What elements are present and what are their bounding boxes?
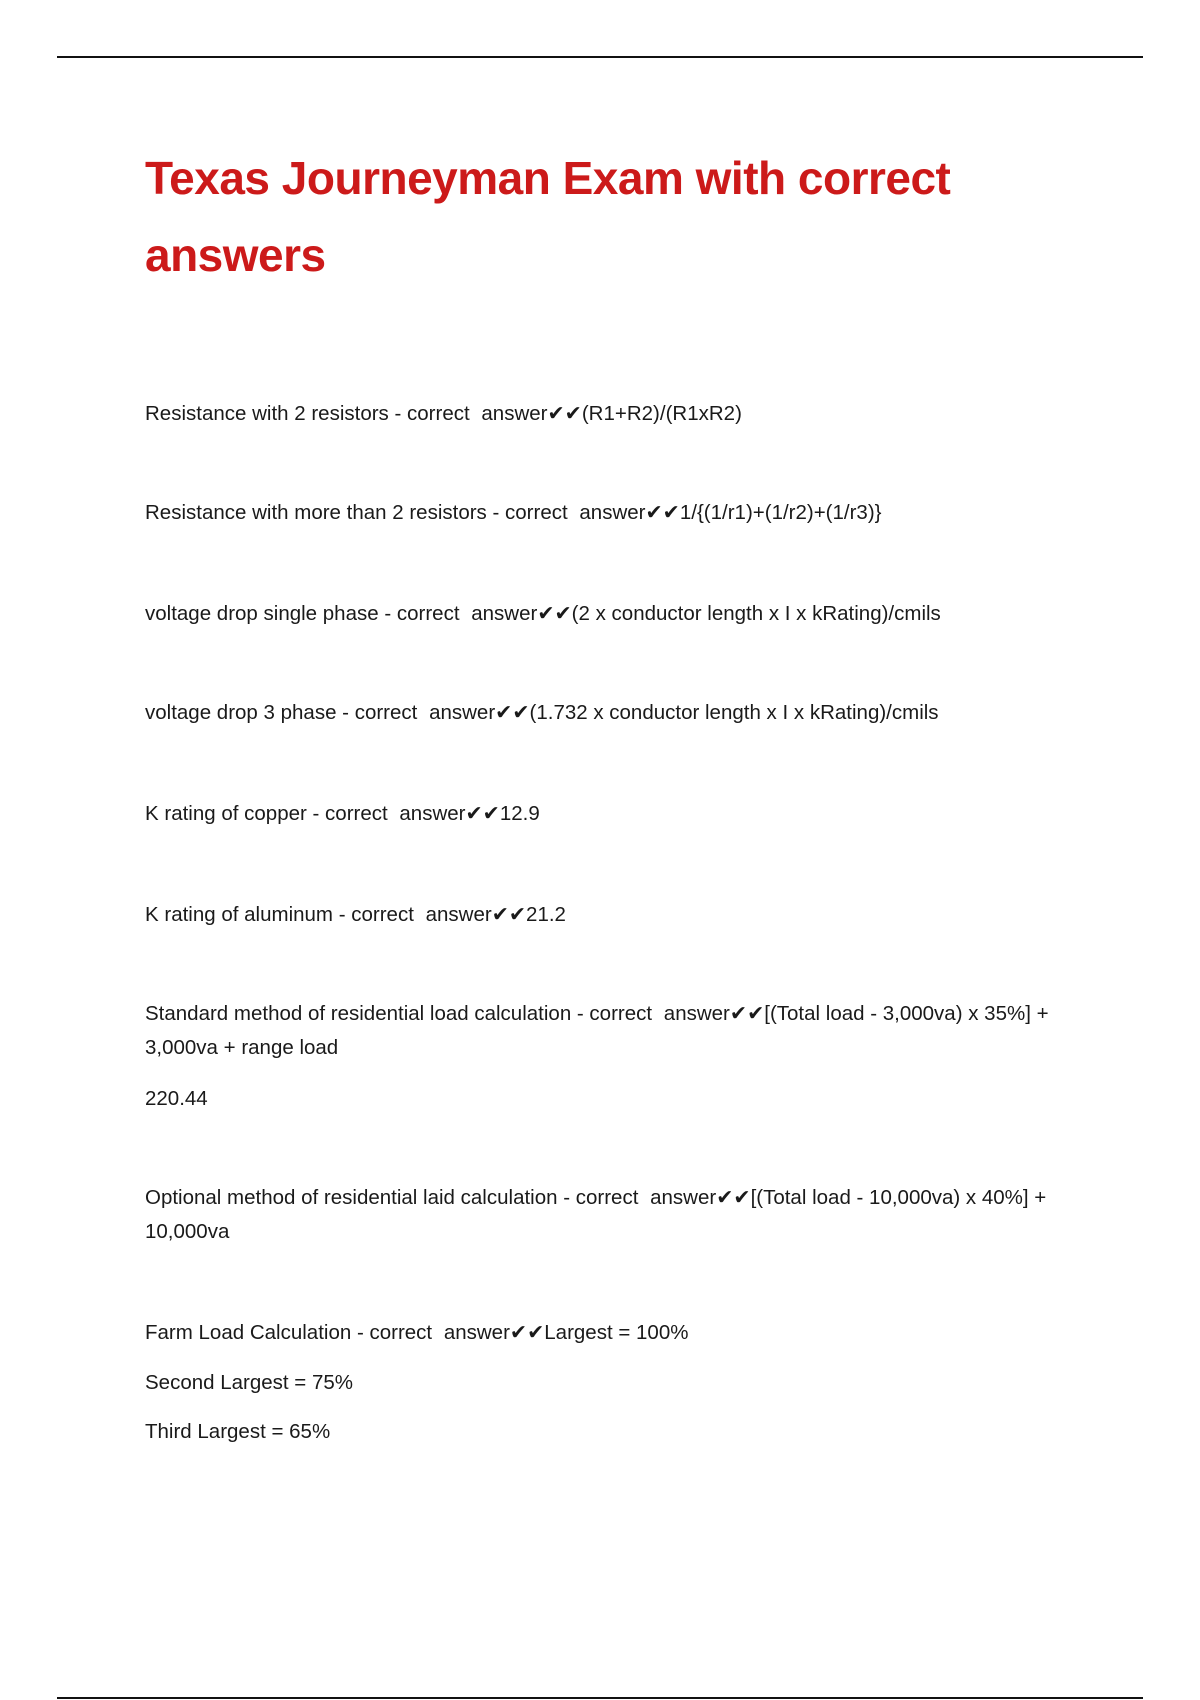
answer-label: answer	[579, 501, 646, 524]
question-text: K rating of aluminum	[145, 903, 334, 926]
answer-label: answer	[650, 1186, 717, 1209]
qa-item	[145, 397, 1090, 431]
question-text: Resistance with 2 resistors	[145, 402, 389, 425]
question-text: voltage drop 3 phase	[145, 701, 337, 724]
qa-item	[145, 597, 1090, 631]
check-marks-icon: ✔✔	[537, 602, 572, 625]
qa-item	[145, 1316, 1090, 1350]
check-marks-icon: ✔✔	[716, 1186, 751, 1209]
answer-separator: - correct	[571, 1002, 658, 1025]
answer-continuation: Second Largest = 75%	[145, 1371, 353, 1394]
answer-label: answer	[399, 802, 466, 825]
answer-separator: - correct	[306, 802, 394, 825]
answer-text: (2 x conductor length x I x kRating)/cmils	[571, 602, 941, 625]
question-text: Farm Load Calculation	[145, 1321, 352, 1344]
check-marks-icon: ✔✔	[465, 802, 500, 825]
qa-item	[145, 997, 1090, 1065]
question-text: voltage drop single phase	[145, 602, 379, 625]
answer-label: answer	[425, 903, 492, 926]
check-marks-icon: ✔✔	[729, 1002, 765, 1025]
answer-continuation: 220.44	[145, 1087, 208, 1110]
answer-separator: - correct	[388, 402, 476, 425]
answer-continuation: Third Largest = 65%	[145, 1420, 331, 1443]
footer-rule	[57, 1697, 1143, 1699]
answer-label: answer	[481, 402, 548, 425]
check-marks-icon: ✔✔	[645, 501, 680, 524]
answer-text: [(Total load - 3,000va) x 35%] + 3,000va + range load	[145, 1002, 1049, 1059]
answer-label: answer	[429, 701, 496, 724]
check-marks-icon: ✔✔	[495, 701, 530, 724]
qa-item	[145, 1181, 1090, 1249]
answer-label: answer	[663, 1002, 730, 1025]
header-rule	[57, 56, 1143, 58]
qa-item	[145, 496, 1090, 530]
answer-text: [(Total load - 10,000va) x 40%] + 10,000va	[145, 1186, 1047, 1243]
question-text: Resistance with more than 2 resistors	[145, 501, 487, 524]
answer-label: answer	[471, 602, 538, 625]
check-marks-icon: ✔✔	[509, 1321, 545, 1344]
check-marks-icon: ✔✔	[491, 903, 527, 926]
answer-text: Largest = 100%	[544, 1321, 689, 1344]
answer-separator: - correct	[333, 903, 420, 926]
qa-item	[145, 898, 1090, 932]
answer-separator: - correct	[351, 1321, 438, 1344]
answer-label: answer	[443, 1321, 510, 1344]
answer-separator: - correct	[378, 602, 466, 625]
answer-separator: - correct	[336, 701, 424, 724]
check-marks-icon: ✔✔	[547, 402, 582, 425]
answer-text: (R1+R2)/(R1xR2)	[581, 402, 742, 425]
question-text: Standard method of residential load calculation	[145, 1002, 572, 1025]
answer-text: (1.732 x conductor length x I x kRating)/cmils	[529, 701, 939, 724]
answer-separator: - correct	[557, 1186, 645, 1209]
answer-text: 12.9	[499, 802, 540, 825]
answer-text: 1/{(1/r1)+(1/r2)+(1/r3)}	[679, 501, 882, 524]
qa-item	[145, 696, 1090, 730]
qa-item	[145, 797, 1090, 831]
question-text: K rating of copper	[145, 802, 307, 825]
answer-separator: - correct	[486, 501, 574, 524]
answer-text: 21.2	[526, 903, 566, 926]
question-text: Optional method of residential laid calculation	[145, 1186, 558, 1209]
document-title: Texas Journeyman Exam with correct answers	[145, 152, 951, 281]
